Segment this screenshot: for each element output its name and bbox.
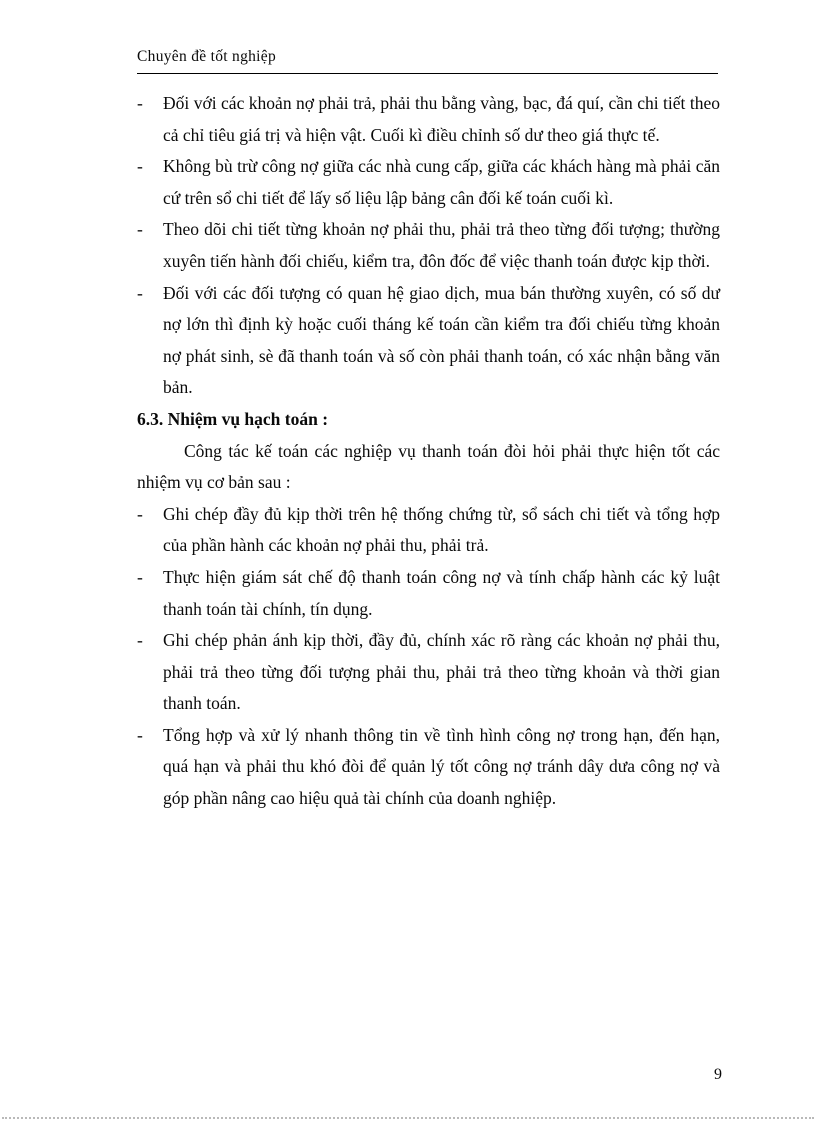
bullet-dash: - [137,156,143,177]
bullet-dash: - [137,566,143,587]
list-item [137,499,720,562]
bullet-dash: - [137,630,143,651]
list-item [137,562,720,625]
list-item-text: Đối với các khoản nợ phải trả, phải thu bằng vàng, bạc, đá quí, cần chi tiết theo cả chỉ tiêu giá trị và hiện vật. Cuối kì điều chỉnh số dư theo giá thực tế. [163,93,720,145]
bullet-dash: - [137,282,143,303]
list-item-text: Không bù trừ công nợ giữa các nhà cung cấp, giữa các khách hàng mà phải căn cứ trên sổ chi tiết để lấy số liệu lập bảng cân đối kế toán cuối kì. [163,156,720,208]
list-item-text: Đối với các đối tượng có quan hệ giao dịch, mua bán thường xuyên, có số dư nợ lớn thì định kỳ hoặc cuối tháng kế toán cần kiểm tra đối chiếu từng khoản nợ phát sinh, sè đã thanh toán và số còn phải thanh toán, có xác nhận bằng văn bản. [163,282,720,398]
document-body [137,88,720,815]
bullet-dash: - [137,93,143,113]
list-item-text: Theo dõi chi tiết từng khoản nợ phải thu, phải trả theo từng đối tượng; thường xuyên tiến hành đối chiếu, kiểm tra, đôn đốc để việc thanh toán được kịp thời. [163,219,720,271]
list-item-text: Tổng hợp và xử lý nhanh thông tin về tình hình công nợ trong hạn, đến hạn, quá hạn và phải thu khó đòi để quản lý tốt công nợ tránh dây dưa công nợ và góp phần nâng cao hiệu quả tài chính của doanh nghiệp. [163,724,720,809]
list-item [137,214,720,277]
list-item [137,625,720,720]
page-bottom-divider [2,1117,814,1119]
intro-paragraph: Công tác kế toán các nghiệp vụ thanh toán đòi hỏi phải thực hiện tốt các nhiệm vụ cơ bản sau : [137,440,720,493]
list-item [137,151,720,214]
header-title: Chuyên đề tốt nghiệp [137,48,277,65]
list-item-text: Ghi chép phản ánh kịp thời, đầy đủ, chính xác rõ ràng các khoản nợ phải thu, phải trả theo từng đối tượng phải thu, phải trả theo từng khoản và thời gian thanh toán. [163,630,720,714]
list-item-text: Thực hiện giám sát chế độ thanh toán công nợ và tính chấp hành các kỷ luật thanh toán tài chính, tín dụng. [163,566,720,619]
bullet-dash: - [137,503,143,524]
section-heading: 6.3. Nhiệm vụ hạch toán : [137,408,329,429]
list-item [137,720,720,815]
bullet-dash: - [137,724,143,745]
list-item [137,278,720,404]
list-item-text: Ghi chép đầy đủ kịp thời trên hệ thống chứng từ, sổ sách chi tiết và tổng hợp của phần hành các khoản nợ phải thu, phải trả. [163,503,720,556]
page-number: 9 [714,1066,722,1083]
bullet-list-tasks [137,499,720,815]
bullet-dash: - [137,219,143,240]
page-header [137,48,718,74]
list-item [137,88,720,151]
bullet-list-regulations [137,88,720,404]
